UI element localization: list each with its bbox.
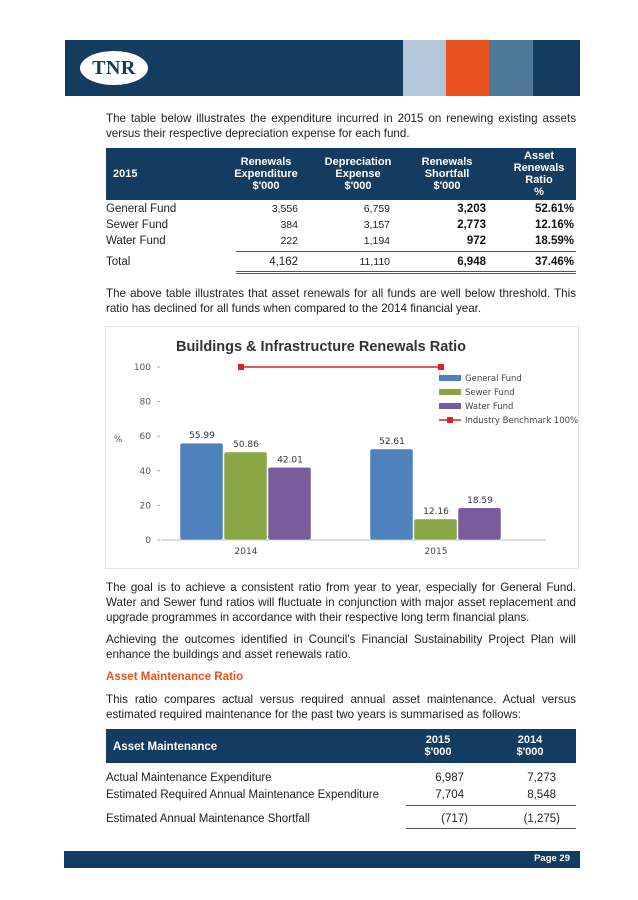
table-row: [106, 789, 576, 805]
header-2014: [500, 734, 560, 758]
legend-swatch: [439, 375, 461, 381]
maintenance-total-line: [406, 828, 576, 829]
benchmark-marker: [238, 364, 244, 370]
row-depreciation: 1,194: [363, 235, 390, 247]
bar-general-fund-2015: [370, 449, 413, 540]
data-label: 55.99: [189, 431, 215, 442]
header-text: $'000: [252, 180, 280, 192]
legend-label: Water Fund: [465, 402, 514, 412]
header-text: $'000: [516, 746, 544, 758]
y-tick-label: 0: [145, 536, 151, 546]
legend-label: Sewer Fund: [465, 388, 515, 398]
row-name: Estimated Required Annual Maintenance Expenditure: [106, 789, 379, 801]
y-tick-label: 40: [139, 466, 151, 477]
table-row: [106, 813, 576, 829]
table-row: [106, 772, 576, 788]
header-depreciation-expense: [318, 156, 398, 192]
header-text: Renewals: [421, 156, 473, 168]
header-text: $'000: [424, 746, 452, 758]
header-asset-maintenance: Asset Maintenance: [113, 741, 218, 753]
data-label: 50.86: [233, 440, 259, 451]
row-name: General Fund: [106, 203, 177, 215]
chart-container: [105, 326, 579, 569]
bar-water-fund-2015: [458, 508, 501, 540]
bar-general-fund-2014: [180, 443, 223, 540]
header-text: Shortfall: [424, 168, 470, 180]
para-goal: The goal is to achieve a consistent ratio from year to year, especially for General Fund. Water and Sewer fund ratios will fluctuate in conjunction with major asset replacement and upgrade programmes in accordance with their respective long term financial plans.: [106, 581, 576, 624]
page-number: Page 29: [534, 853, 570, 864]
row-2014: (1,275): [523, 813, 560, 825]
y-tick-label: 60: [139, 432, 151, 443]
row-depreciation: 11,110: [359, 256, 390, 268]
renewals-ratio-chart: [106, 327, 578, 568]
para-after-table: The above table illustrates that asset renewals for all funds are well below threshold. This ratio has declined for all funds when compared to the 2014 financial year.: [106, 287, 576, 315]
row-expenditure: 4,162: [269, 256, 298, 268]
row-name: Estimated Annual Maintenance Shortfall: [106, 813, 310, 825]
row-ratio: 52.61%: [534, 203, 574, 215]
bar-water-fund-2014: [268, 467, 311, 540]
table-row-total: [106, 256, 576, 272]
para-maintenance: This ratio compares actual versus required annual asset maintenance. Actual versus estimated required maintenance for the past two years is summarised as follows:: [106, 693, 576, 721]
benchmark-marker: [438, 364, 444, 370]
header-block-steel: [489, 40, 533, 96]
row-2015: 7,704: [435, 789, 464, 801]
header-text: Renewals: [513, 162, 565, 174]
row-2014: 7,273: [527, 772, 556, 784]
row-shortfall: 6,948: [457, 256, 486, 268]
header-text: $'000: [433, 180, 461, 192]
row-expenditure: 222: [280, 235, 298, 247]
total-line-1: [236, 271, 576, 272]
header-text: Expenditure: [234, 168, 298, 180]
bar-sewer-fund-2014: [224, 452, 267, 540]
y-tick-label: 20: [139, 501, 151, 512]
row-shortfall: 3,203: [457, 203, 486, 215]
row-name: Actual Maintenance Expenditure: [106, 772, 272, 784]
header-text: 2015: [425, 734, 451, 746]
x-tick-label: 2014: [234, 547, 258, 557]
x-tick-label: 2015: [424, 547, 448, 557]
data-label: 42.01: [277, 455, 303, 466]
row-shortfall: 972: [466, 235, 486, 247]
subtotal-line: [236, 251, 576, 252]
row-shortfall: 2,773: [457, 219, 486, 231]
data-label: 12.16: [423, 506, 449, 517]
data-label: 52.61: [379, 436, 405, 447]
data-label: 18.59: [467, 495, 493, 506]
total-line-2: [236, 273, 576, 274]
y-tick-label: 80: [139, 397, 151, 408]
bar-sewer-fund-2015: [414, 519, 457, 540]
header-text: Renewals: [240, 156, 292, 168]
intro-paragraph: The table below illustrates the expenditure incurred in 2015 on renewing existing assets versus their respective depreciation expense for each fund.: [106, 112, 576, 140]
legend-label: Industry Benchmark 100%: [465, 416, 578, 426]
table-row: [106, 203, 576, 219]
renewals-table-header: [106, 148, 576, 200]
header-text: Depreciation: [324, 156, 392, 168]
header-block-light-blue: [403, 40, 446, 96]
legend-swatch: [439, 403, 461, 409]
header-2015: [408, 734, 468, 758]
header-text: $'000: [344, 180, 372, 192]
header-text: Expense: [335, 168, 381, 180]
header-asset-renewals-ratio: [506, 150, 572, 198]
header-text: Asset: [524, 150, 554, 162]
table-row: [106, 235, 576, 251]
row-name: Sewer Fund: [106, 219, 169, 231]
logo-text: TNR: [92, 56, 136, 79]
row-2015: 6,987: [435, 772, 464, 784]
maintenance-subtotal-line: [406, 805, 576, 806]
para-outcomes: Achieving the outcomes identified in Council's Financial Sustainability Project Plan will enhance the buildings and asset renewals ratio.: [106, 633, 576, 661]
row-ratio: 37.46%: [534, 256, 574, 268]
header-renewals-expenditure: [231, 156, 301, 192]
header-year: 2015: [113, 168, 138, 180]
row-depreciation: 3,157: [363, 219, 390, 231]
row-expenditure: 3,556: [271, 203, 298, 215]
row-expenditure: 384: [280, 219, 298, 231]
maintenance-heading: Asset Maintenance Ratio: [106, 670, 244, 683]
row-2015: (717): [441, 813, 468, 825]
legend-label: General Fund: [465, 374, 522, 384]
y-tick-label: 100: [133, 363, 151, 373]
row-name: Total: [106, 256, 131, 268]
table-row: [106, 219, 576, 235]
chart-ylabel: %: [113, 435, 123, 445]
legend-benchmark-marker: [447, 417, 453, 423]
footer-bar: [64, 851, 580, 868]
legend-swatch: [439, 389, 461, 395]
row-2014: 8,548: [527, 789, 556, 801]
maintenance-table-header: [106, 729, 576, 763]
row-ratio: 18.59%: [534, 235, 574, 247]
header-text: %: [534, 186, 544, 198]
chart-title: Buildings & Infrastructure Renewals Ratio: [175, 339, 467, 355]
row-name: Water Fund: [106, 235, 166, 247]
header-renewals-shortfall: [412, 156, 482, 192]
header-text: Ratio: [525, 174, 553, 186]
tnr-logo: [80, 51, 148, 85]
header-text: 2014: [517, 734, 543, 746]
header-block-orange: [446, 40, 489, 96]
row-depreciation: 6,759: [363, 203, 390, 215]
row-ratio: 12.16%: [534, 219, 574, 231]
